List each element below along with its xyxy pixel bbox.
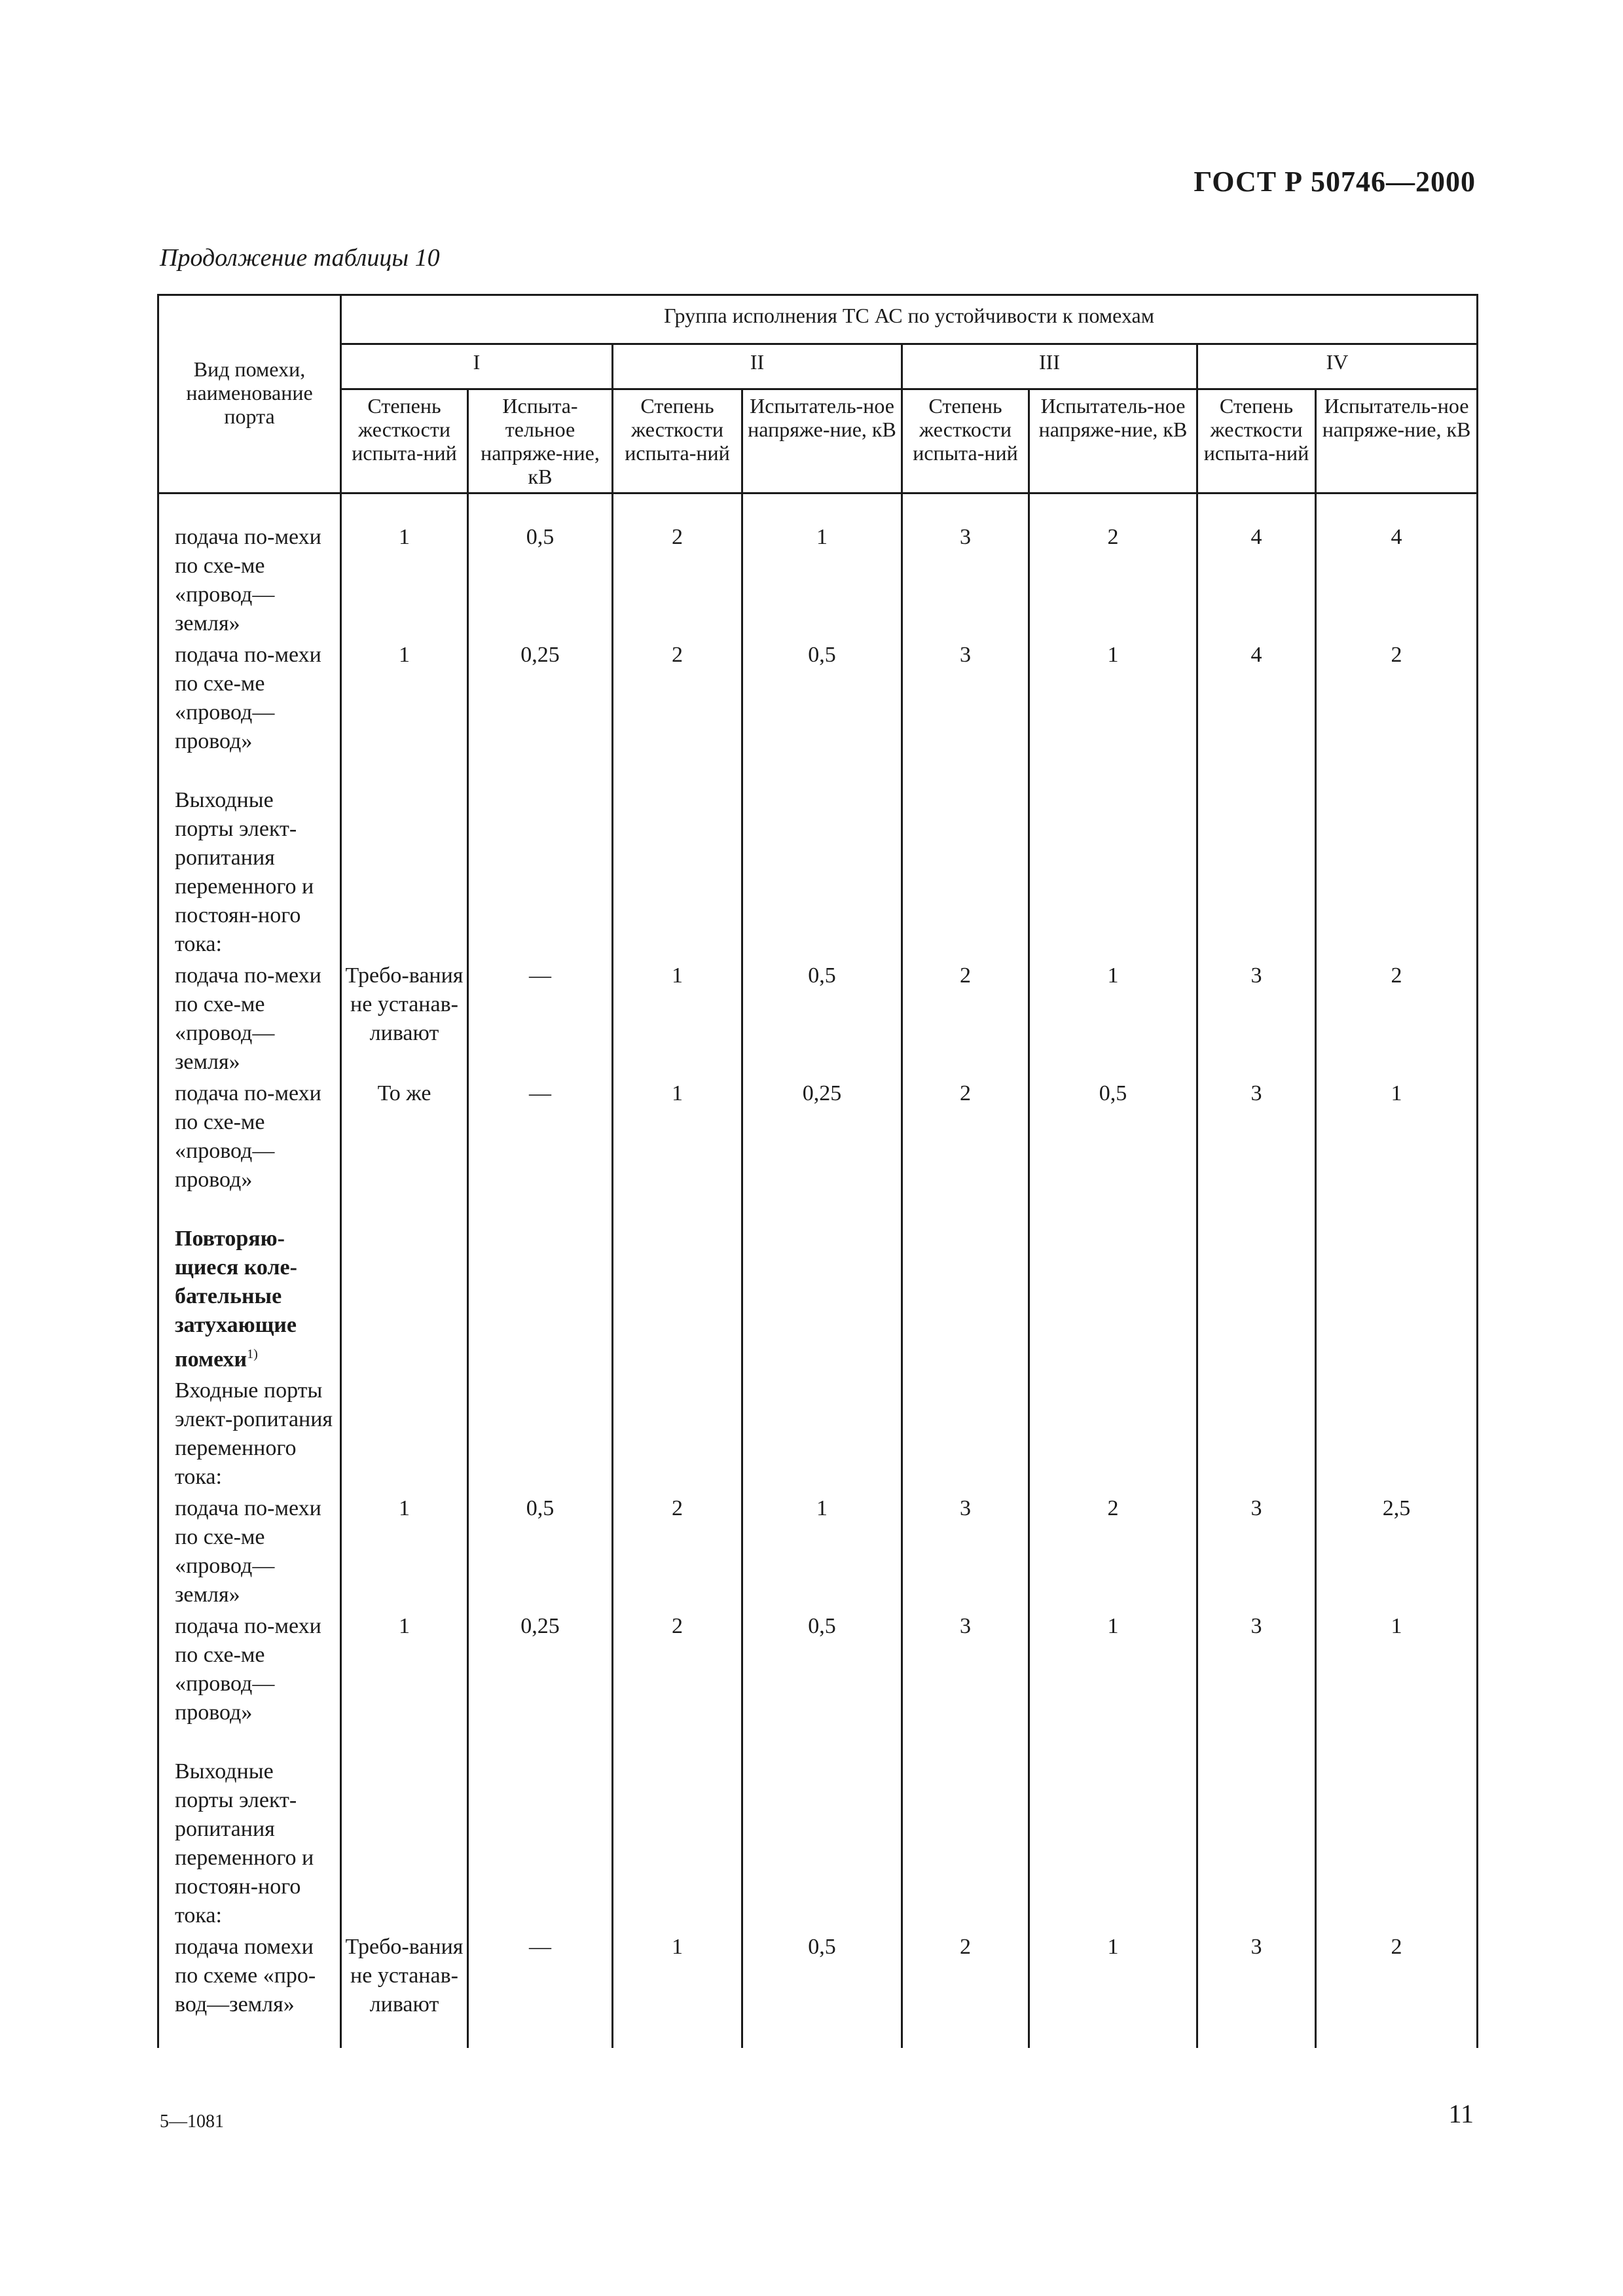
table-row — [158, 1611, 1478, 1729]
cell-voltage-I: 0,25 — [468, 1611, 613, 1729]
header-voltage-IV: Испытатель-ное напряже-ние, кВ — [1316, 389, 1478, 493]
table-row — [158, 1493, 1478, 1611]
table-row — [158, 522, 1478, 639]
header-group-IV: IV — [1197, 344, 1478, 389]
cell-degree-III — [902, 1756, 1029, 1931]
cell-voltage-II — [742, 1223, 902, 1375]
cell-degree-II: 1 — [613, 960, 742, 1078]
cell-voltage-III: 2 — [1029, 522, 1197, 639]
cell-degree-III: 3 — [902, 639, 1029, 757]
cell-degree-IV: 3 — [1197, 1931, 1316, 2020]
cell-voltage-III: 2 — [1029, 1493, 1197, 1611]
cell-degree-IV: 4 — [1197, 522, 1316, 639]
cell-degree-I: 1 — [341, 1493, 468, 1611]
cell-degree-IV — [1197, 1375, 1316, 1493]
table-row — [158, 1931, 1478, 2020]
cell-voltage-IV: 2 — [1316, 1931, 1478, 2020]
cell-degree-II: 2 — [613, 522, 742, 639]
cell-degree-III: 2 — [902, 1931, 1029, 2020]
cell-degree-III: 3 — [902, 522, 1029, 639]
cell-voltage-IV: 2 — [1316, 639, 1478, 757]
table-caption: Продолжение таблицы 10 — [160, 244, 440, 272]
cell-voltage-I — [468, 1756, 613, 1931]
cell-degree-III — [902, 785, 1029, 960]
cell-degree-III — [902, 1375, 1029, 1493]
header-voltage-II: Испытатель-ное напряже-ние, кВ — [742, 389, 902, 493]
cell-degree-II — [613, 1375, 742, 1493]
cell-degree-II — [613, 1756, 742, 1931]
table-row — [158, 639, 1478, 757]
cell-degree-I: 1 — [341, 1611, 468, 1729]
cell-voltage-III: 0,5 — [1029, 1078, 1197, 1196]
row-label: подача помехи по схеме «про-вод—земля» — [158, 1931, 341, 2020]
cell-degree-I: Требо-вания не устанав-ливают — [341, 1931, 468, 2020]
row-section-label: Выходные порты элект-ропитания переменного и постоян-ного тока: — [158, 1756, 341, 1931]
cell-degree-IV: 3 — [1197, 1078, 1316, 1196]
header-group-III: III — [902, 344, 1197, 389]
cell-degree-IV: 4 — [1197, 639, 1316, 757]
document-standard-number: ГОСТ Р 50746—2000 — [1194, 166, 1476, 198]
header-degree-IV: Степень жесткости испыта-ний — [1197, 389, 1316, 493]
row-label: подача по-мехи по схе-ме «провод—земля» — [158, 1493, 341, 1611]
cell-voltage-III — [1029, 1223, 1197, 1375]
cell-degree-II: 2 — [613, 1611, 742, 1729]
cell-voltage-II: 0,5 — [742, 960, 902, 1078]
cell-voltage-II: 0,5 — [742, 639, 902, 757]
header-group-title: Группа исполнения ТС АС по устойчивости к помехам — [341, 295, 1478, 344]
cell-voltage-I: — — [468, 1078, 613, 1196]
cell-voltage-II: 0,5 — [742, 1611, 902, 1729]
table-row — [158, 960, 1478, 1078]
cell-degree-I: 1 — [341, 639, 468, 757]
section-heading-text: Повторяю-щиеся коле-бательные затухающие помехи — [175, 1227, 297, 1372]
page-code: 5—1081 — [160, 2111, 224, 2132]
row-section-label: Входные порты элект-ропитания переменного тока: — [158, 1375, 341, 1493]
cell-voltage-III: 1 — [1029, 1611, 1197, 1729]
cell-voltage-III: 1 — [1029, 1931, 1197, 2020]
cell-voltage-II: 1 — [742, 522, 902, 639]
cell-voltage-IV: 1 — [1316, 1611, 1478, 1729]
cell-voltage-III: 1 — [1029, 639, 1197, 757]
cell-voltage-III: 1 — [1029, 960, 1197, 1078]
cell-voltage-I — [468, 1375, 613, 1493]
cell-degree-I — [341, 1375, 468, 1493]
cell-voltage-IV: 2,5 — [1316, 1493, 1478, 1611]
row-section-label: Выходные порты элект-ропитания переменного и постоян-ного тока: — [158, 785, 341, 960]
cell-degree-I — [341, 1223, 468, 1375]
table-row — [158, 1756, 1478, 1931]
cell-degree-III — [902, 1223, 1029, 1375]
header-voltage-I: Испыта-тельное напряже-ние, кВ — [468, 389, 613, 493]
header-group-II: II — [613, 344, 902, 389]
cell-voltage-IV — [1316, 1375, 1478, 1493]
row-label: подача по-мехи по схе-ме «провод—провод» — [158, 1078, 341, 1196]
table-row — [158, 1375, 1478, 1493]
cell-degree-III: 2 — [902, 960, 1029, 1078]
header-voltage-III: Испытатель-ное напряже-ние, кВ — [1029, 389, 1197, 493]
cell-degree-II: 2 — [613, 1493, 742, 1611]
row-label: подача по-мехи по схе-ме «провод—земля» — [158, 522, 341, 639]
cell-degree-IV — [1197, 1756, 1316, 1931]
cell-degree-I: 1 — [341, 522, 468, 639]
row-section-heading — [158, 1223, 341, 1375]
cell-voltage-IV — [1316, 1223, 1478, 1375]
table-row — [158, 1078, 1478, 1196]
cell-degree-I — [341, 1756, 468, 1931]
cell-degree-III: 2 — [902, 1078, 1029, 1196]
cell-voltage-III — [1029, 785, 1197, 960]
row-label: подача по-мехи по схе-ме «провод—провод» — [158, 639, 341, 757]
cell-degree-IV: 3 — [1197, 1611, 1316, 1729]
cell-voltage-I: — — [468, 960, 613, 1078]
cell-voltage-I: 0,25 — [468, 639, 613, 757]
cell-degree-III: 3 — [902, 1611, 1029, 1729]
header-interference-type: Вид помехи, наименование порта — [158, 295, 341, 493]
cell-voltage-IV: 4 — [1316, 522, 1478, 639]
cell-voltage-II — [742, 1375, 902, 1493]
cell-voltage-II — [742, 1756, 902, 1931]
cell-voltage-I: — — [468, 1931, 613, 2020]
row-label: подача по-мехи по схе-ме «провод—земля» — [158, 960, 341, 1078]
interference-table — [157, 294, 1478, 2048]
cell-voltage-I — [468, 1223, 613, 1375]
cell-voltage-I: 0,5 — [468, 1493, 613, 1611]
cell-degree-III: 3 — [902, 1493, 1029, 1611]
cell-voltage-II: 0,5 — [742, 1931, 902, 2020]
cell-voltage-III — [1029, 1375, 1197, 1493]
cell-voltage-II: 1 — [742, 1493, 902, 1611]
cell-degree-II: 1 — [613, 1078, 742, 1196]
header-degree-III: Степень жесткости испыта-ний — [902, 389, 1029, 493]
footnote-marker: 1) — [247, 1347, 258, 1361]
cell-degree-IV — [1197, 1223, 1316, 1375]
cell-voltage-IV: 2 — [1316, 960, 1478, 1078]
cell-voltage-II — [742, 785, 902, 960]
cell-voltage-III — [1029, 1756, 1197, 1931]
table-row — [158, 785, 1478, 960]
cell-degree-I: Требо-вания не устанав-ливают — [341, 960, 468, 1078]
cell-voltage-IV: 1 — [1316, 1078, 1478, 1196]
table-container — [157, 294, 1476, 2079]
cell-degree-II: 1 — [613, 1931, 742, 2020]
cell-degree-II — [613, 785, 742, 960]
cell-degree-I: То же — [341, 1078, 468, 1196]
cell-degree-II — [613, 1223, 742, 1375]
cell-degree-IV: 3 — [1197, 960, 1316, 1078]
page-number: 11 — [1448, 2099, 1474, 2128]
cell-voltage-IV — [1316, 1756, 1478, 1931]
header-group-I: I — [341, 344, 613, 389]
cell-degree-II: 2 — [613, 639, 742, 757]
cell-voltage-I — [468, 785, 613, 960]
cell-voltage-I: 0,5 — [468, 522, 613, 639]
cell-degree-IV: 3 — [1197, 1493, 1316, 1611]
header-degree-II: Степень жесткости испыта-ний — [613, 389, 742, 493]
cell-voltage-II: 0,25 — [742, 1078, 902, 1196]
cell-voltage-IV — [1316, 785, 1478, 960]
cell-degree-I — [341, 785, 468, 960]
row-label: подача по-мехи по схе-ме «провод—провод» — [158, 1611, 341, 1729]
cell-degree-IV — [1197, 785, 1316, 960]
header-degree-I: Степень жесткости испыта-ний — [341, 389, 468, 493]
table-row — [158, 1223, 1478, 1375]
